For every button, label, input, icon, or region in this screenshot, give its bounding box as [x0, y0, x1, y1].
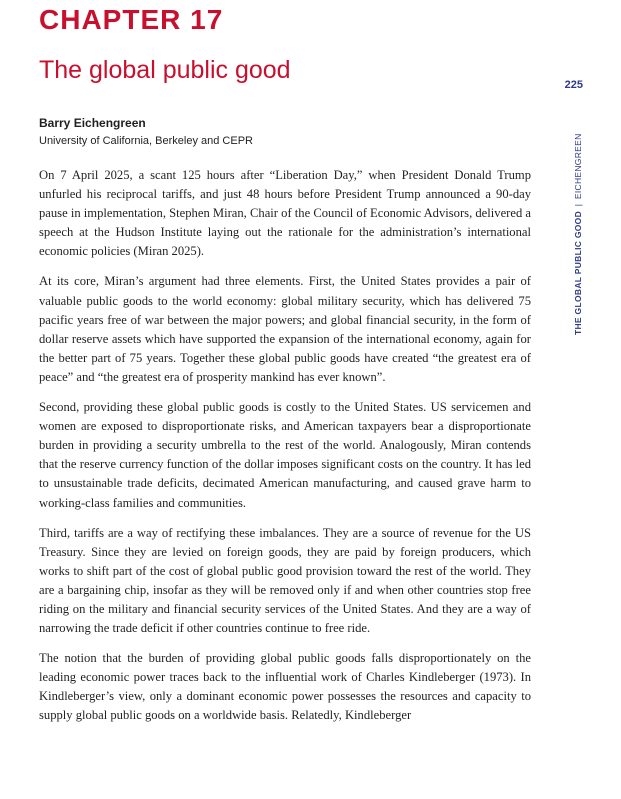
- running-head-author: EICHENGREEN: [573, 133, 583, 200]
- running-head-title: THE GLOBAL PUBLIC GOOD: [573, 210, 583, 335]
- page-number: 225: [564, 79, 583, 91]
- paragraph-2: At its core, Miran’s argument had three elements. First, the United States provides a pair of valuable public goods to the world economy: global military security, which has delivered 75 pacific years free of war between the major powers; and global financial security, in the form of dollar reserve assets which have supported the expansion of the international economy, again for the better part of 75 years. Together these global public goods have created “the greatest era of peace” and “the greatest era of prosperity mankind has ever known”.: [39, 274, 531, 384]
- paragraph-1: On 7 April 2025, a scant 125 hours after “Liberation Day,” when President Donald Trump unfurled his reciprocal tariffs, and just 48 hours before President Trump announced a 90-day pause in implementation, Stephen Miran, Chair of the Council of Economic Advisors, delivered a speech at the Hudson Institute laying out the rationale for the administration’s international economic policies (Miran 2025).: [39, 168, 531, 259]
- body-text: [39, 166, 531, 737]
- byline: [39, 115, 253, 151]
- chapter-label: CHAPTER 17: [39, 4, 224, 35]
- paragraph-5: The notion that the burden of providing global public goods falls disproportionately on the leading economic power traces back to the influential work of Charles Kindleberger (1973). In Kindleberger’s view, only a dominant economic power possesses the resources and capacity to supply global public goods on a worldwide basis. Relatedly, Kindleberger: [39, 651, 531, 723]
- author-affiliation: University of California, Berkeley and CEPR: [39, 135, 253, 147]
- running-head: [573, 115, 583, 335]
- paragraph-4: Third, tariffs are a way of rectifying these imbalances. They are a source of revenue for the US Treasury. Since they are levied on foreign goods, they are paid by foreign producers, which works to shift part of the cost of global public good provision toward the rest of the world. They are a bargaining chip, insofar as they will be removed only if and when other countries stop free riding on the military and financial security services of the United States. And they are a way of narrowing the trade deficit if other countries continue to free ride.: [39, 525, 531, 636]
- chapter-title: The global public good: [39, 56, 291, 84]
- author-name: Barry Eichengreen: [39, 116, 146, 130]
- paragraph-3: Second, providing these global public goods is costly to the United States. US servicemen and women are exposed to disproportionate risks, and American taxpayers bear a disproportionate burden in providing a security umbrella to the rest of the world. Analogously, Miran contends that the reserve currency function of the dollar imposes significant costs on the country. It has led to unsustainable trade deficits, decimated American manufacturing, and caused grave harm to working-class families and communities.: [39, 400, 531, 510]
- running-head-separator: |: [573, 203, 583, 207]
